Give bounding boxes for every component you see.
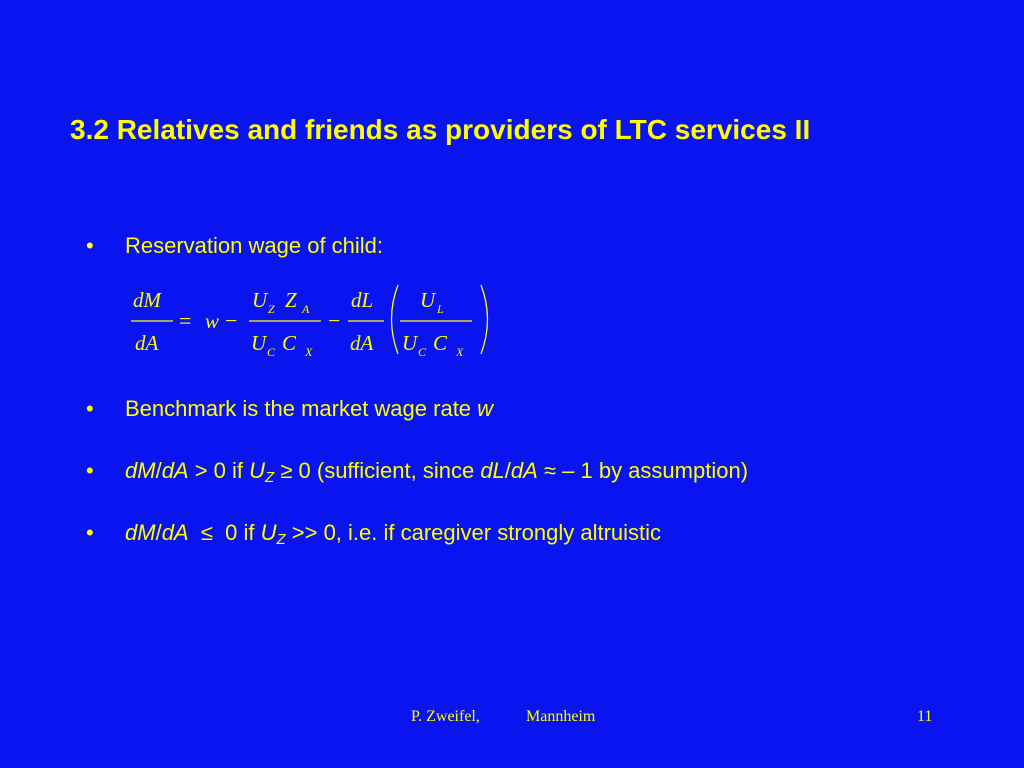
formula-t2-numerator: dL: [351, 288, 374, 312]
bullet-text-part: U: [249, 458, 266, 483]
formula-t1-num-u-sub: Z: [268, 302, 275, 316]
page-number: 11: [917, 708, 933, 725]
bullet-icon: •: [86, 520, 94, 545]
formula-w: w: [205, 309, 220, 333]
wage-variable: w: [477, 396, 494, 421]
bullet-text: [125, 396, 493, 422]
bullet-text-part: ≈ – 1 by assumption): [537, 458, 749, 483]
footer-location: Mannheim: [526, 708, 596, 725]
bullet-text-part: ≤ 0 if: [188, 520, 261, 545]
bullet-text: [125, 458, 748, 486]
bullet-text-part: dM: [125, 458, 156, 483]
formula-lhs-numerator: dM: [133, 288, 161, 312]
formula-t1-num-z: Z: [285, 288, 297, 312]
bullet-text-part: /: [504, 458, 511, 483]
formula-equals: =: [179, 308, 192, 333]
bullet-icon: •: [86, 458, 94, 483]
bullet-icon: •: [86, 233, 94, 258]
formula-t3-den-c-sub: X: [456, 345, 464, 359]
bullet-text-part: ≥ 0 (sufficient, since: [274, 458, 481, 483]
formula-t1-den-u: U: [251, 331, 267, 355]
bullet-text-part: >> 0, i.e. if caregiver strongly altruistic: [285, 520, 662, 545]
bullet-text-part: U: [260, 520, 277, 545]
formula-t3-num-u: U: [420, 288, 436, 312]
bullet-text: [125, 520, 661, 548]
bullet-text-subscript: Z: [276, 531, 286, 548]
formula-t1-den-c-sub: X: [305, 345, 313, 359]
bullet-text-part: dL: [480, 458, 505, 483]
formula-t1-den-c: C: [282, 331, 297, 355]
bullet-text-part: dA: [161, 520, 189, 545]
bullet-text: Reservation wage of child:: [125, 233, 384, 258]
formula-t3-den-u-sub: C: [418, 345, 427, 359]
bullet-text-part: dM: [125, 520, 156, 545]
bullet-text-part: dA: [161, 458, 189, 483]
bullet-text-part: /: [155, 458, 162, 483]
formula-t3-den-c: C: [433, 331, 448, 355]
bullet-text-part: dA: [510, 458, 538, 483]
bullet-icon: •: [86, 396, 94, 421]
formula-t1-num-z-sub: A: [302, 302, 310, 316]
slide-title: 3.2 Relatives and friends as providers of LTC services II: [70, 114, 811, 145]
bullet-text-part: > 0 if: [188, 458, 250, 483]
formula-t1-num-u: U: [252, 288, 268, 312]
reservation-wage-formula: [122, 278, 502, 360]
footer-author: P. Zweifel,: [411, 708, 480, 725]
formula-t3-num-u-sub: L: [437, 302, 444, 316]
bullet-text-part: Benchmark is the market wage rate: [125, 396, 478, 421]
bullet-text-part: /: [155, 520, 162, 545]
formula-t2-denominator: dA: [350, 331, 374, 355]
formula-lhs-denominator: dA: [135, 331, 159, 355]
formula-minus-2: −: [328, 308, 341, 333]
formula-t1-den-u-sub: C: [267, 345, 276, 359]
formula-t3-den-u: U: [402, 331, 418, 355]
formula-minus: −: [225, 308, 238, 333]
bullet-text-subscript: Z: [265, 469, 275, 486]
